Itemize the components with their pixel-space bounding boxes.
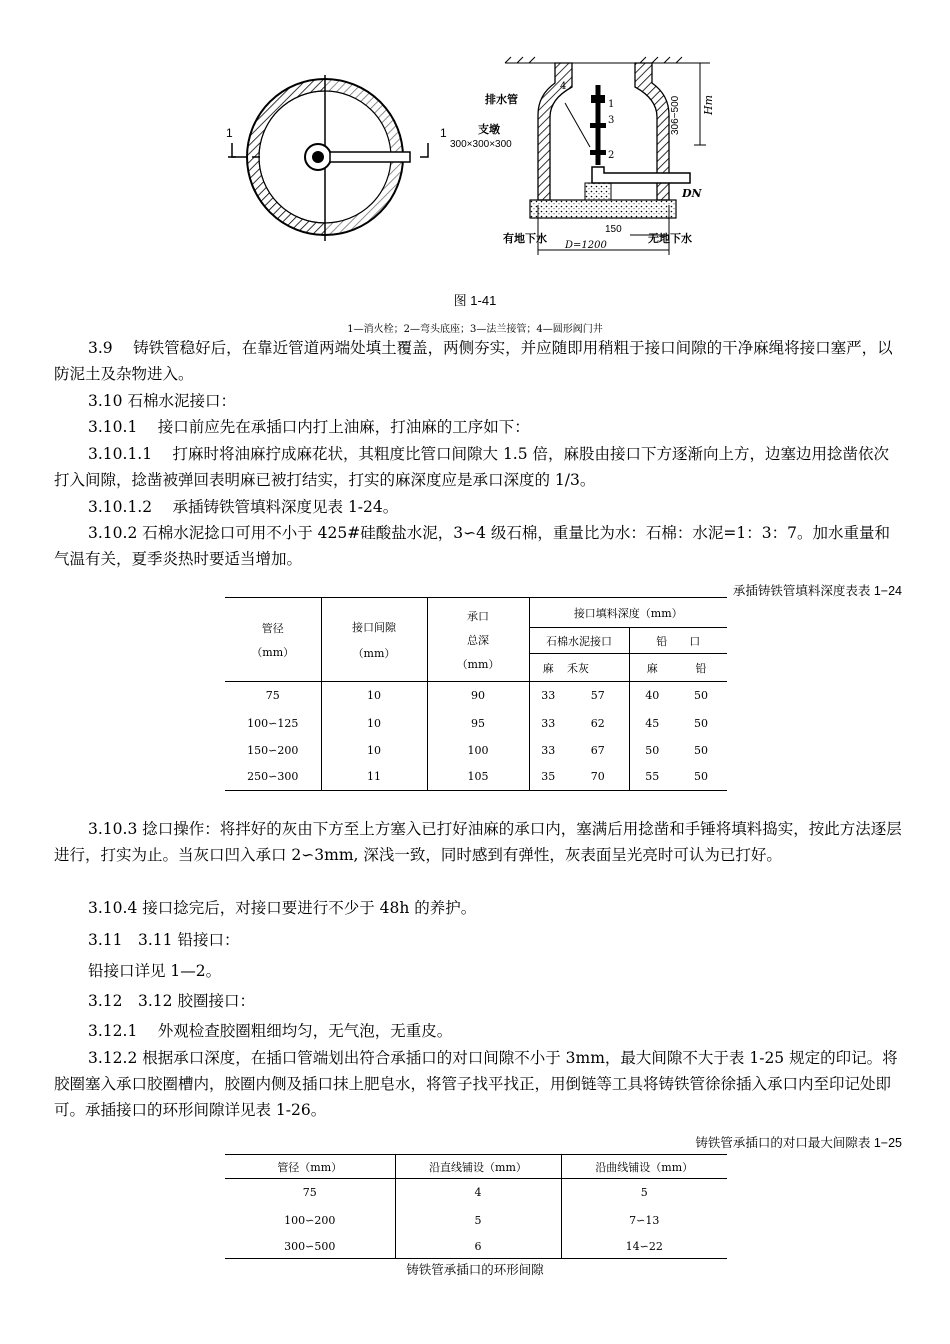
para-3-10-3: 3.10.3 捻口操作：将拌好的灰由下方至上方塞入已打好油麻的承口内，塞满后用捻凿和手锤将填料捣实，按此方法逐层进行，打实为止。当灰口凹入承口 2∽3mm, 深浅一致，同时感到有弹性，灰表面呈光亮时可认为已打好。 [54, 820, 902, 864]
callout-2: 2 [608, 150, 615, 161]
cell-ash: 62 [567, 710, 629, 737]
cell-straight: 6 [395, 1235, 561, 1259]
cell-diameter: 100∽125 [225, 710, 321, 737]
cell-hemp: 33 [541, 743, 556, 757]
cell-lead: 50 [694, 716, 708, 730]
dim-150-label: 150 [605, 224, 622, 235]
cell-diameter: 150∽200 [225, 737, 321, 764]
cell-diameter: 300∽500 [225, 1235, 395, 1259]
cell-diameter: 250∽300 [225, 764, 321, 791]
para-3-11: 3.11 3.11 铅接口： [88, 931, 240, 949]
th-curve: 沿曲线铺设（mm） [561, 1155, 727, 1179]
table-row [225, 682, 727, 710]
para-3-10-1: 3.10.1 接口前应先在承插口内打上油麻，打油麻的工序如下： [88, 418, 530, 436]
cell-hemp-2: 50 [645, 743, 660, 757]
cell-hemp: 33 [541, 689, 556, 703]
table-row [225, 1179, 727, 1207]
max-gap-table [225, 1154, 727, 1259]
cell-ash: 70 [567, 764, 629, 791]
cell-depth: 95 [427, 710, 529, 737]
cell-hemp-2: 45 [645, 716, 660, 730]
figure-caption: 1—消火栓；2—弯头底座；3—法兰接管；4—圆形阀门井 [347, 324, 603, 335]
cell-ash: 57 [567, 682, 629, 710]
para-3-9: 3.9 铸铁管稳好后，在靠近管道两端处填土覆盖，两侧夯实，并应随即用稍粗于接口间隙的干净麻绳将接口塞严，以防泥土及杂物进入。 [54, 339, 893, 383]
para-3-10-1-1: 3.10.1.1 打麻时将油麻拧成麻花状，其粗度比管口间隙大 1.5 倍，麻股由接口下方逐渐向上方，边塞边用捻凿依次打入间隙，捻凿被弹回表明麻已被打结实，打实的麻深度应是承口深度的 1/3。 [54, 445, 890, 489]
th-fill-depth: 接口填料深度（mm） [529, 598, 727, 628]
section-mark-right: 1 [440, 126, 447, 140]
th-hemp: 麻 [529, 654, 567, 682]
table-row [225, 1207, 727, 1235]
callout-4: 4 [560, 81, 567, 92]
th-pipe-diameter: 管径（mm） [225, 1155, 395, 1179]
cell-hemp: 35 [529, 764, 567, 791]
para-3-10-1-2: 3.10.1.2 承插铸铁管填料深度见表 1-24。 [88, 498, 399, 516]
cell-diameter: 75 [225, 1179, 395, 1207]
th-asbestos: 石棉水泥接口 [529, 628, 629, 654]
table-row [225, 764, 727, 791]
cell-gap: 10 [321, 710, 427, 737]
para-3-12-1: 3.12.1 外观检查胶圈粗细均匀，无气泡，无重皮。 [88, 1022, 453, 1040]
cell-straight: 4 [395, 1179, 561, 1207]
cell-ash: 67 [567, 737, 629, 764]
callout-3: 3 [608, 115, 615, 126]
with-groundwater-label: 有地下水 [503, 232, 547, 245]
figure-title: 图 1-41 [453, 293, 497, 308]
cell-straight: 5 [395, 1207, 561, 1235]
dn-label: DN [682, 187, 702, 200]
para-3-12: 3.12 3.12 胶圈接口： [88, 992, 255, 1010]
fill-depth-table [225, 597, 727, 791]
cell-hemp-2: 55 [629, 764, 675, 791]
cell-lead: 50 [694, 689, 708, 703]
table-1-25-title: 铸铁管承插口的对口最大间隙表 1−25 [695, 1136, 902, 1150]
th-socket-depth: 承口 总深 （mm） [427, 598, 529, 682]
cell-gap: 10 [321, 737, 427, 764]
th-straight: 沿直线铺设（mm） [395, 1155, 561, 1179]
cell-curve: 5 [640, 1186, 648, 1200]
table-row [225, 737, 727, 764]
without-groundwater-label: 无地下水 [648, 232, 692, 245]
para-3-12-2: 3.12.2 根据承口深度，在插口管端划出符合承插口的对口间隙不小于 3mm，最大间隙不大于表 1-25 规定的印记。将胶圈塞入承口胶圈槽内，胶圈内侧及插口抹上肥皂水，将管子找平找正，用倒链等工具将铸铁管徐徐插入承口内至印记处即可。承插接口的环形间隙详见表 1-26。 [54, 1049, 898, 1119]
cell-hemp: 33 [541, 716, 556, 730]
cell-lead: 50 [675, 764, 727, 791]
th-gap: 接口间隙 （mm） [321, 598, 427, 682]
height-symbol-label: Hm [702, 94, 715, 115]
para-3-11-a: 铅接口详见 1—2。 [88, 962, 222, 980]
height-range-label: 306~500 [670, 95, 681, 135]
th-ash: 禾灰 [567, 654, 629, 682]
th-hemp-2: 麻 [629, 654, 675, 682]
th-diameter: 管径 （mm） [225, 598, 321, 682]
cell-diameter: 100∽200 [225, 1207, 395, 1235]
drain-pipe-label: 排水管 [485, 93, 518, 106]
cell-diameter: 75 [225, 682, 321, 710]
table-1-26-title: 铸铁管承插口的环形间隙 [406, 1263, 544, 1277]
cell-depth: 90 [427, 682, 529, 710]
table-row [225, 710, 727, 737]
table-1-24-title: 承插铸铁管填料深度表表 1−24 [732, 584, 902, 598]
cell-hemp-2: 40 [645, 689, 660, 703]
callout-1: 1 [608, 99, 615, 110]
cell-lead: 50 [694, 743, 708, 757]
th-lead: 铅 口 [629, 628, 727, 654]
para-3-10-2: 3.10.2 石棉水泥捻口可用不小于 425#硅酸盐水泥，3∽4 级石棉，重量比为水：石棉：水泥=1：3：7。加水重量和气温有关，夏季炎热时要适当增加。 [54, 524, 890, 568]
para-3-10: 3.10 石棉水泥接口： [88, 392, 236, 410]
valve-well-figure [220, 55, 720, 270]
table-row [225, 1235, 727, 1259]
section-mark-left: 1 [226, 126, 233, 140]
plan-view [228, 75, 428, 241]
cell-curve: 14∽22 [561, 1235, 727, 1259]
cell-depth: 100 [427, 737, 529, 764]
cell-gap: 11 [321, 764, 427, 791]
support-wall-label: 支墩 [478, 123, 500, 136]
support-size-label: 300×300×300 [450, 139, 512, 150]
para-3-10-4: 3.10.4 接口捻完后，对接口要进行不少于 48h 的养护。 [88, 899, 477, 917]
cell-depth: 105 [427, 764, 529, 791]
cell-curve: 7∽13 [629, 1214, 660, 1227]
th-lead-2: 铅 [675, 654, 727, 682]
dim-d-label: D=1200 [565, 240, 607, 251]
cell-gap: 10 [321, 682, 427, 710]
